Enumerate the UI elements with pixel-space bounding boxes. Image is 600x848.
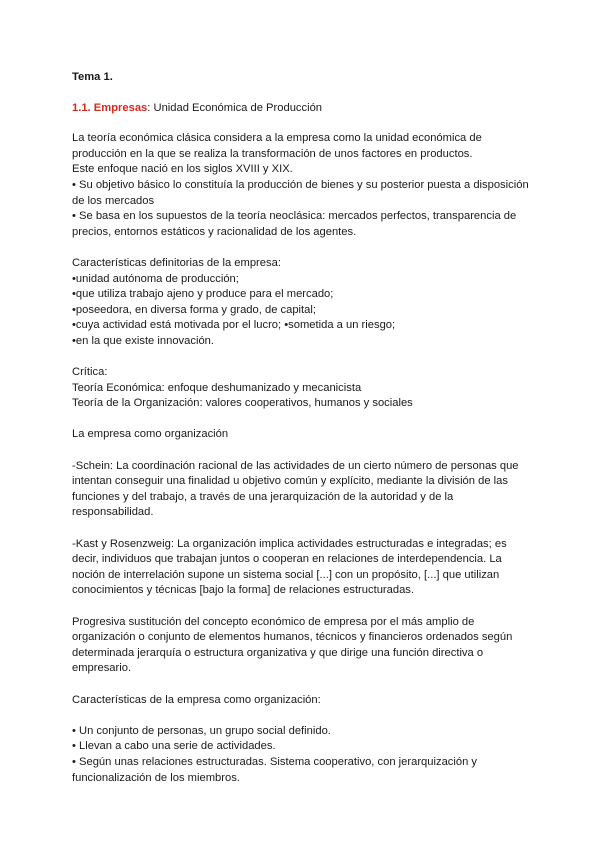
schein-definition: -Schein: La coordinación racional de las actividades de un cierto número de personas que intentan conseguir una finalidad u objetivo común y explícito, mediante la división de las funciones y del trabajo, a través de una jerarquización de la autoridad y de la responsabilidad.	[72, 459, 519, 519]
org-characteristics-list	[72, 724, 532, 786]
section-number: 1.1.	[72, 101, 94, 114]
characteristic-item: •en la que existe innovación.	[72, 334, 214, 347]
document-title: Tema 1.	[72, 71, 113, 83]
characteristics-block	[72, 256, 532, 350]
intro-bullet: • Se basa en los supuestos de la teoría neoclásica: mercados perfectos, transparencia de precios, entornos estáticos y racionalidad de los agentes.	[72, 210, 517, 238]
kast-definition: -Kast y Rosenzweig: La organización implica actividades estructuradas e integradas; es decir, individuos que trabajan juntos o cooperan en relaciones de interdependencia. La noción de interrelación supone un sistema social [...] con un propósito, [...] que utilizan conocimientos y técnicas [bajo la forma] de relaciones estructuradas.	[72, 537, 507, 597]
section-heading	[72, 101, 532, 117]
critique-item: Teoría de la Organización: valores cooperativos, humanos y sociales	[72, 397, 413, 410]
characteristics-heading: Características definitorias de la empresa:	[72, 256, 281, 269]
intro-paragraph: La teoría económica clásica considera a la empresa como la unidad económica de producción en la que se realiza la transformación de unos factores en productos.	[72, 132, 482, 160]
intro-bullet: • Su objetivo básico lo constituía la producción de bienes y su posterior puesta a disposición de los mercados	[72, 178, 529, 207]
kast-block	[72, 537, 532, 599]
critique-item: Teoría Económica: enfoque deshumanizado y mecanicista	[72, 381, 362, 394]
org-characteristic-item: • Según unas relaciones estructuradas. Sistema cooperativo, con jerarquización y funcionalización de los miembros.	[72, 755, 478, 784]
org-characteristics-heading: Características de la empresa como organización:	[72, 693, 321, 706]
intro-origin: Este enfoque nació en los siglos XVIII y XIX.	[72, 163, 293, 176]
intro-block	[72, 131, 532, 240]
characteristic-item: •poseedora, en diversa forma y grado, de capital;	[72, 303, 316, 316]
section-heading-rest: : Unidad Económica de Producción	[147, 101, 323, 114]
org-characteristic-item: • Un conjunto de personas, un grupo social definido.	[72, 724, 331, 737]
org-characteristics-heading-block	[72, 693, 532, 709]
document-page	[72, 70, 532, 802]
progressive-paragraph: Progresiva sustitución del concepto económico de empresa por el más amplio de organización o conjunto de elementos humanos, técnicos y financieros ordenados según determinada jerarquía o estructura organizativa y que dirige una función directiva o empresario.	[72, 615, 513, 675]
critique-block	[72, 365, 532, 412]
characteristic-item: •cuya actividad está motivada por el lucro; •sometida a un riesgo;	[72, 319, 396, 332]
schein-block	[72, 459, 532, 521]
critique-heading: Crítica:	[72, 366, 108, 379]
org-heading: La empresa como organización	[72, 428, 229, 441]
characteristic-item: •unidad autónoma de producción;	[72, 272, 239, 285]
section-keyword: Empresas	[93, 101, 148, 114]
org-heading-block	[72, 427, 532, 443]
org-characteristic-item: • Llevan a cabo una serie de actividades.	[72, 740, 276, 753]
progressive-block	[72, 615, 532, 677]
characteristic-item: •que utiliza trabajo ajeno y produce para el mercado;	[72, 288, 334, 301]
